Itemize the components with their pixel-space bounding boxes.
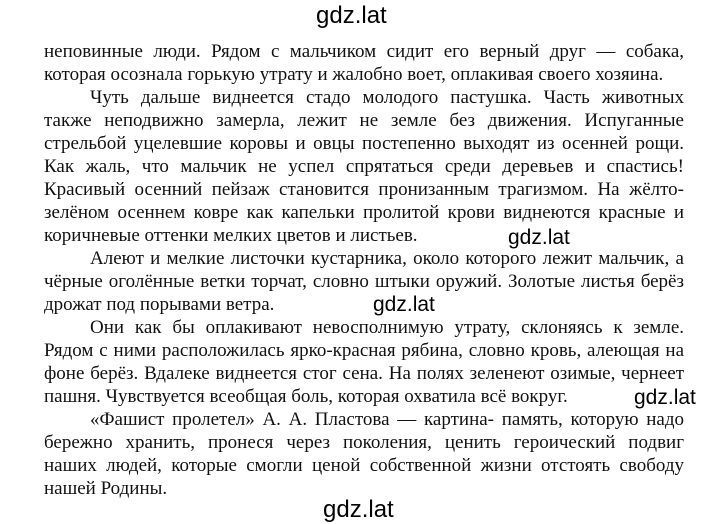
paragraph-continuation: неповинные люди. Рядом с мальчиком сидит его верный друг — собака, которая осознала горькую утрату и жалобно воет, оплакивая своего хозяина. xyxy=(44,41,684,85)
watermark-middle-1: gdz.lat xyxy=(508,226,570,249)
watermark-middle-3: gdz.lat xyxy=(634,386,696,409)
watermark-top: gdz.lat xyxy=(316,2,387,29)
paragraph-conclusion: «Фашист пролетел» А. А. Пластова — картина- память, которую надо бережно хранить, пронеся через поколения, ценить героический подвиг наших людей, которые смогли ценой собственной жизни отстоять свободу нашей Родины. xyxy=(44,409,684,499)
watermark-bottom: gdz.lat xyxy=(323,496,394,523)
watermark-middle-2: gdz.lat xyxy=(373,293,435,316)
paragraph-bushes: Алеют и мелкие листочки кустарника, около которого лежит мальчик, а чёрные оголённые ветки торчат, словно штыки оружий. Золотые листья берёз дрожат под порывами ветра. xyxy=(44,248,684,315)
paragraph-herd: Чуть дальше виднеется стадо молодого пастушка. Часть животных также неподвижно замерла, лежит не земле без движения. Испуганные стрельбой уцелевшие коровы и овцы постепенно выходят из осенней рощи. Как жаль, что мальчик не успел спрятаться среди деревьев и спастись! Красивый осенний пейзаж становится пронизанным трагизмом. На жёлто-зелёном осеннем ковре как капельки пролитой крови виднеются красные и коричневые оттенки мелких цветов и листьев. xyxy=(44,87,684,246)
paragraph-birches: Они как бы оплакивают невосполнимую утрату, склоняясь к земле. Рядом с ними расположилась ярко-красная рябина, словно кровь, алеющая на фоне берёз. Вдалеке виднеется стог сена. На полях зеленеют озимые, чернеет пашня. Чувствуется всеобщая боль, которая охватила всё вокруг. xyxy=(44,317,684,407)
essay-text xyxy=(44,40,684,500)
